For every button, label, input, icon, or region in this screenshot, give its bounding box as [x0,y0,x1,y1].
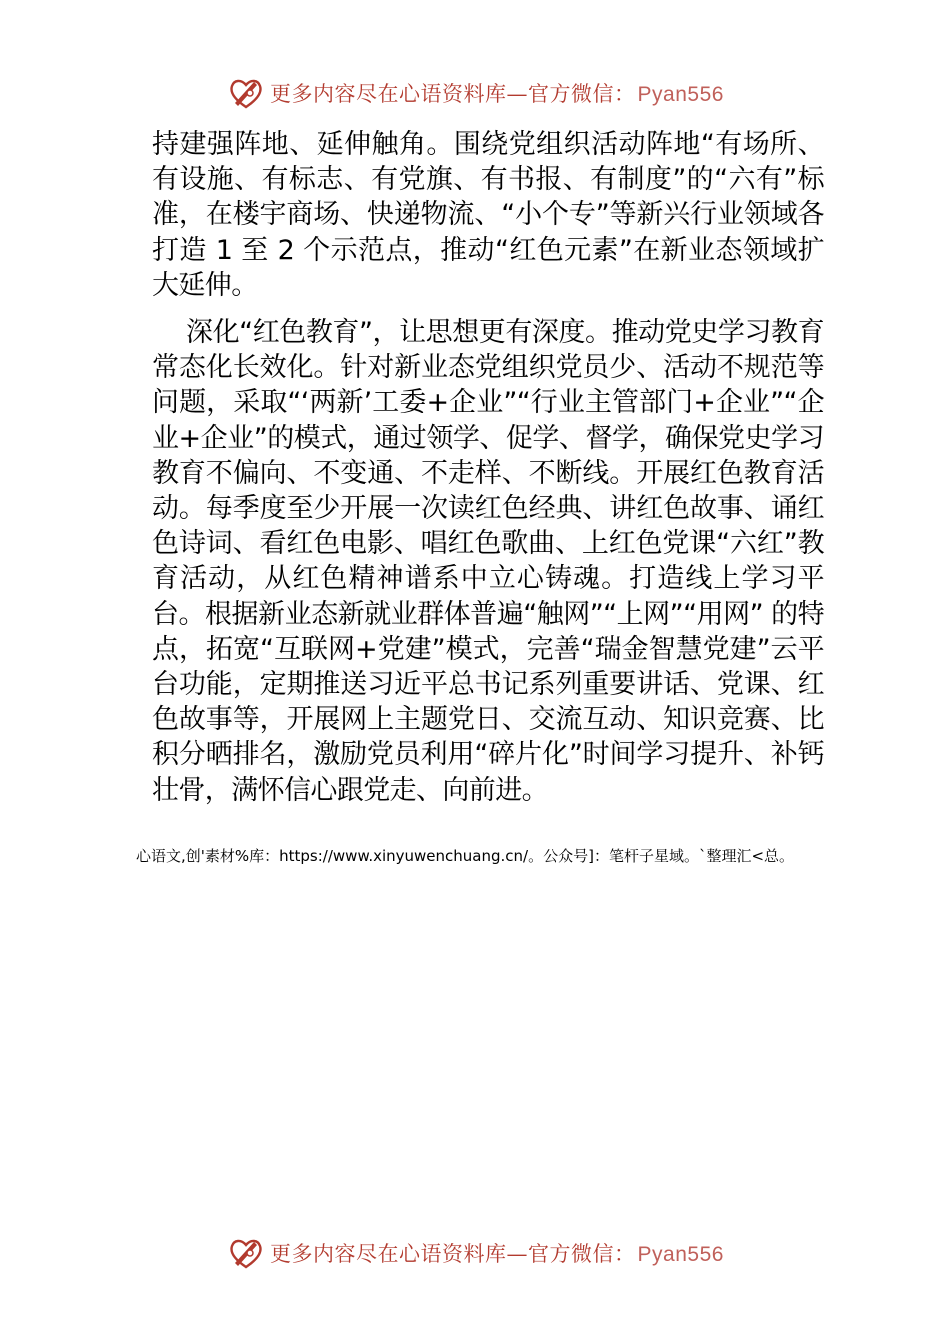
heart-pen-logo-icon [226,1233,266,1273]
banner-wechat-id: Pyan556 [637,83,724,106]
footer-banner [0,1228,950,1278]
source-note: 心语文,创'素材%库：https://www.xinyuwenchuang.cn/。公众号]：笔杆子星域。`整理汇<总。 [136,847,795,865]
header-banner [0,68,950,118]
banner-dash: — [506,82,529,106]
document-body [152,127,824,808]
paragraph-1: 持建强阵地、延伸触角。围绕党组织活动阵地“有场所、有设施、有标志、有党旗、有书报、有制度”的“六有”标准，在楼宇商场、快递物流、“小个专”等新兴行业领域各打造 1 至 2 个示范点，推动“红色元素”在新业态领域扩大延伸。 [152,129,824,301]
heart-pen-logo-icon [226,73,266,113]
paragraph-2: 深化“红色教育”，让思想更有深度。推动党史学习教育常态化长效化。针对新业态党组织党员少、活动不规范等问题，采取“‘两新’工委+企业”“行业主管部门+企业”“企业+企业”的模式，通过领学、促学、督学，确保党史学习教育不偏向、不变通、不走样、不断线。开展红色教育活动。每季度至少开展一次读红色经典、讲红色故事、诵红色诗词、看红色电影、唱红色歌曲、上红色党课“六红”教育活动，从红色精神谱系中立心铸魂。打造线上学习平台。根据新业态新就业群体普遍“触网”“上网”“用网” 的特点，拓宽“互联网+党建”模式，完善“瑞金智慧党建”云平台功能，定期推送习近平总书记系列重要讲话、党课、红色故事等，开展网上主题党日、交流互动、知识竞赛、比积分晒排名，激励党员利用“碎片化”时间学习提升、补钙壮骨，满怀信心跟党走、向前进。 [152,317,824,806]
banner-text [270,78,724,108]
banner-dash: — [506,1242,529,1266]
banner-text [270,1238,724,1268]
banner-wechat-label: 官方微信： [528,1242,636,1266]
banner-main-text: 更多内容尽在心语资料库 [270,1242,507,1266]
banner-wechat-label: 官方微信： [528,82,636,106]
banner-wechat-id: Pyan556 [637,1243,724,1266]
banner-main-text: 更多内容尽在心语资料库 [270,82,507,106]
